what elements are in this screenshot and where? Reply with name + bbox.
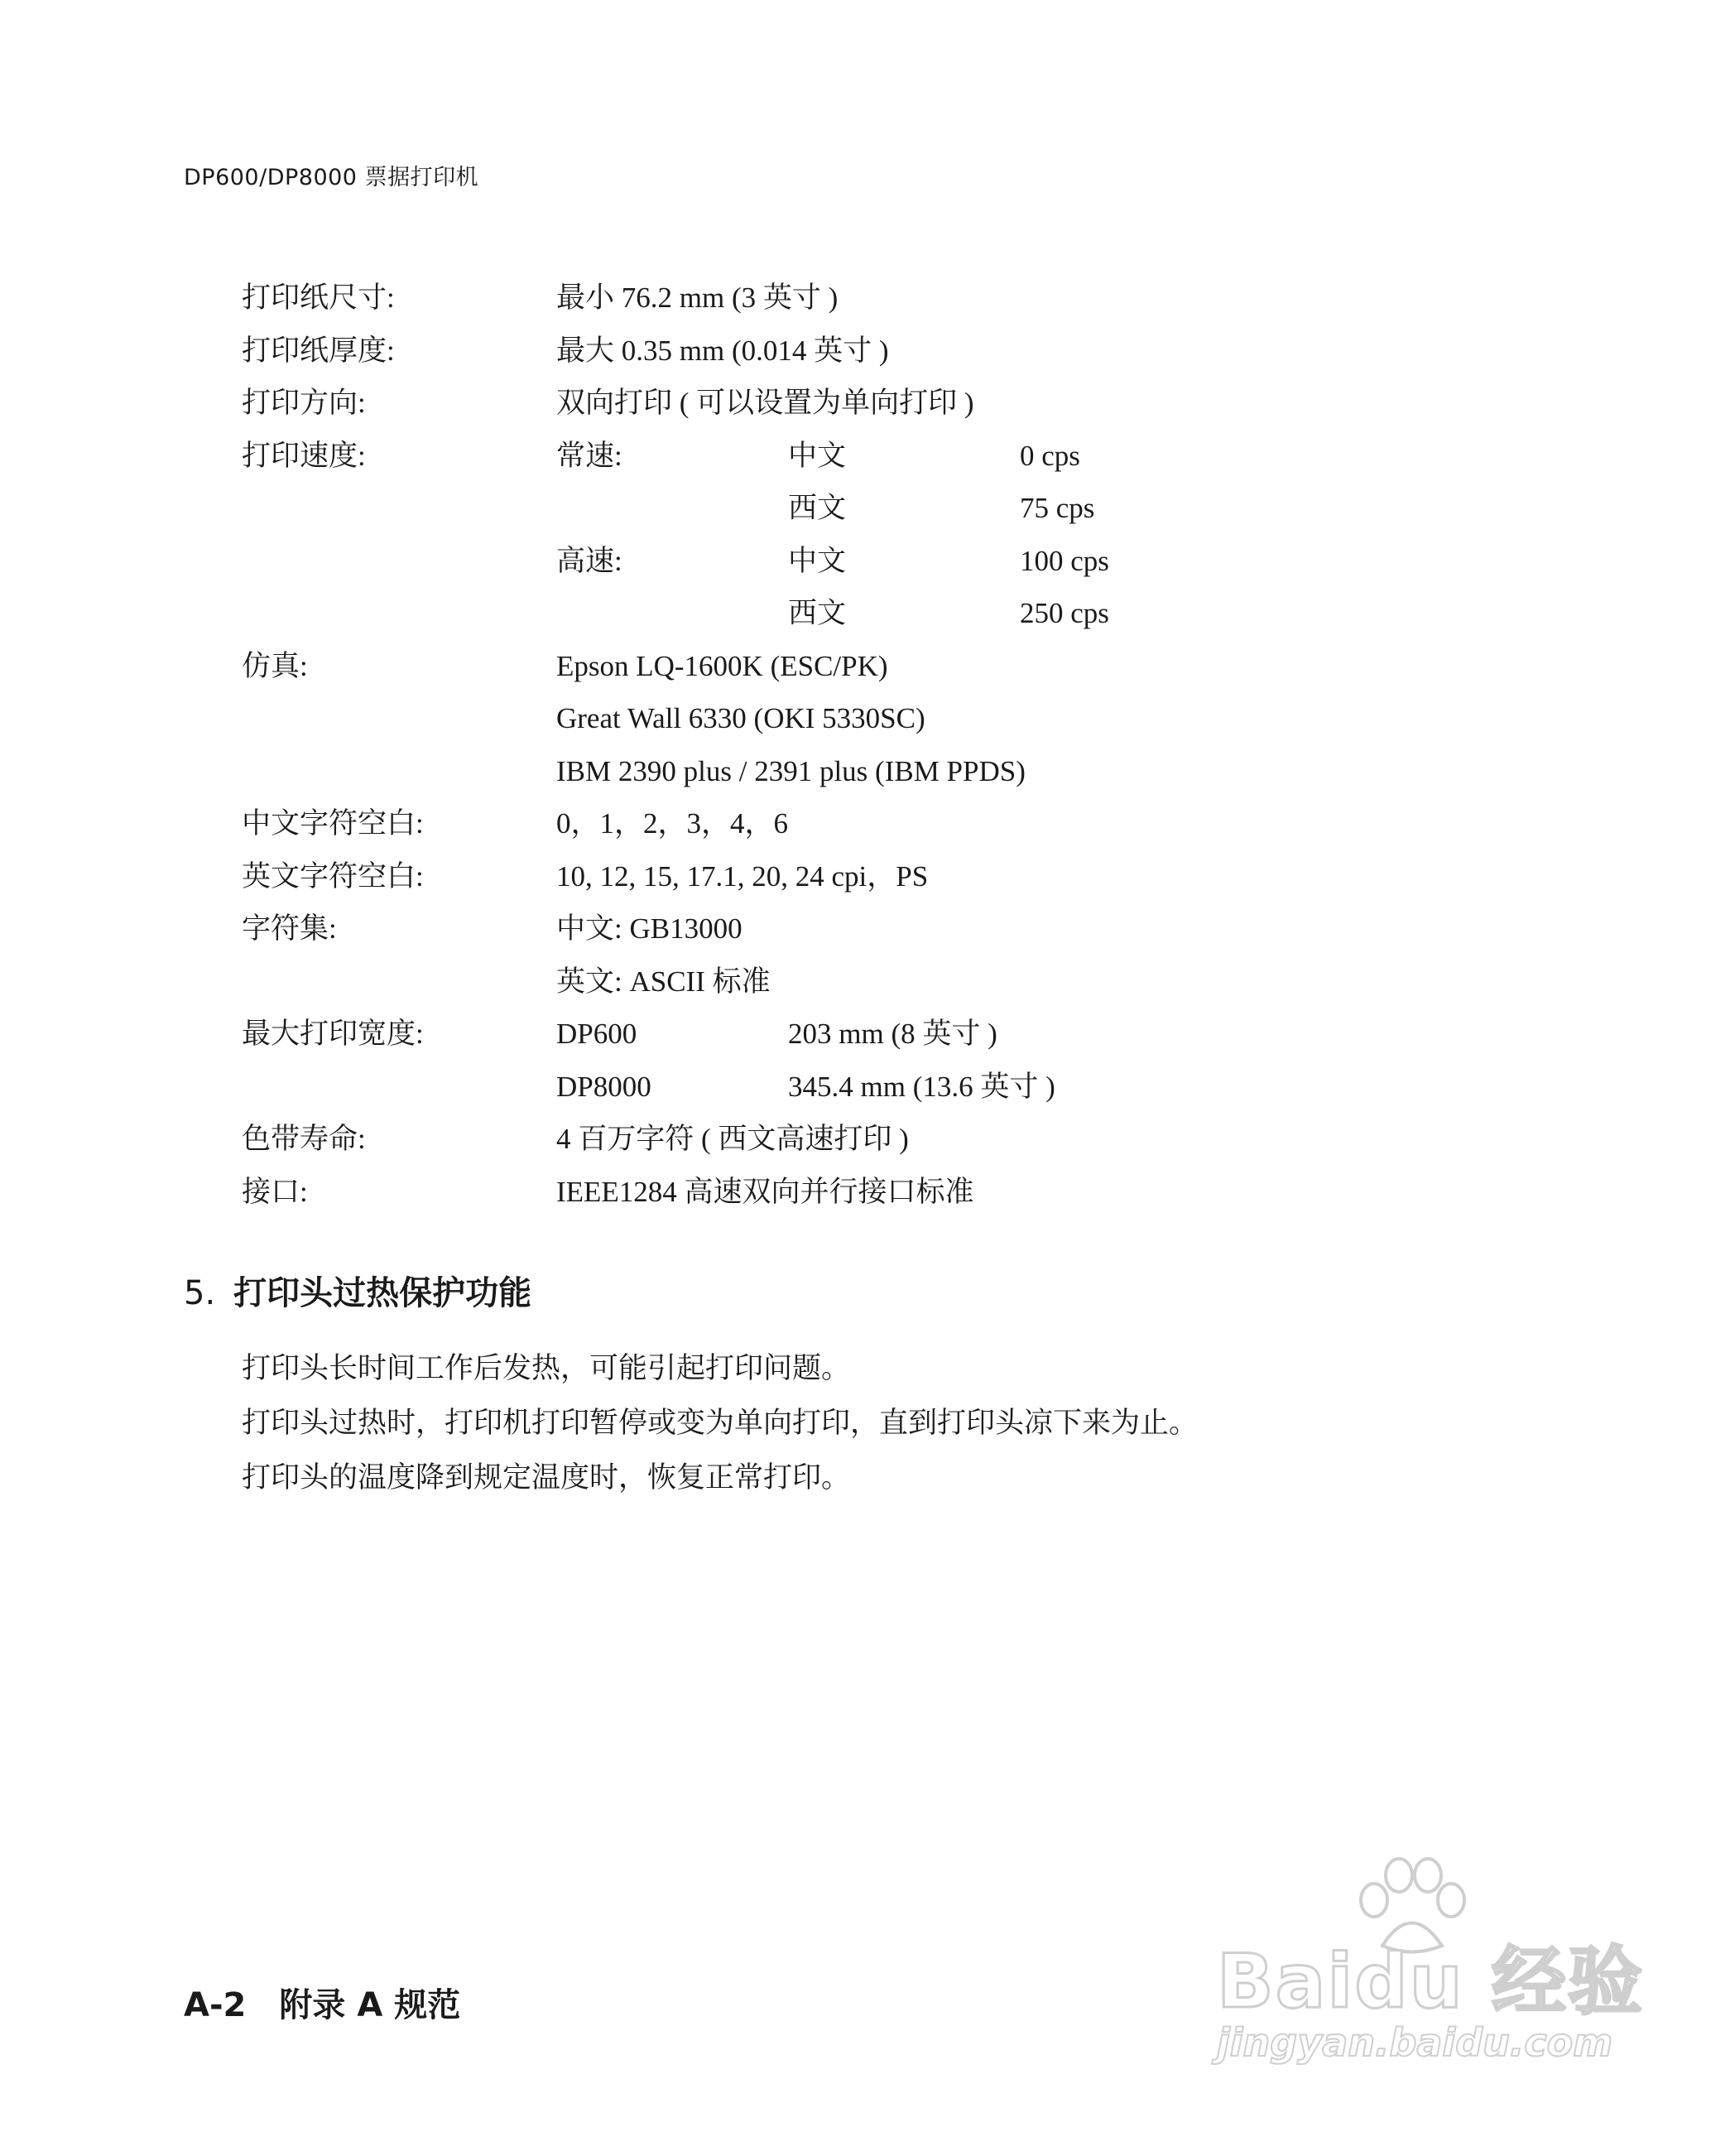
spec-value: 英文: ASCII 标准	[556, 965, 771, 998]
spec-lang: 中文	[788, 439, 847, 472]
spec-table	[242, 272, 1483, 1218]
spec-row	[242, 1008, 1483, 1061]
section-title: 打印头过热保护功能	[233, 1274, 532, 1312]
spec-row	[242, 587, 1483, 640]
page-number: A-2	[184, 1986, 247, 2024]
spec-width: 345.4 mm (13.6 英寸 )	[788, 1070, 1055, 1103]
watermark-url: jingyan.baidu.com	[1217, 2020, 1613, 2065]
spec-value: 最大 0.35 mm (0.014 英寸 )	[556, 334, 889, 367]
spec-value: IEEE1284 高速双向并行接口标准	[556, 1175, 974, 1208]
spec-row	[242, 640, 1483, 693]
spec-value: 10, 12, 15, 17.1, 20, 24 cpi，PS	[556, 859, 929, 893]
spec-value: 4 百万字符 ( 西文高速打印 )	[556, 1123, 909, 1155]
spec-value: IBM 2390 plus / 2391 plus (IBM PPDS)	[556, 754, 1026, 787]
spec-row	[242, 745, 1483, 798]
spec-speed: 0 cps	[1020, 439, 1080, 472]
spec-label: 字符集:	[242, 912, 337, 945]
spec-value: 0，1，2，3，4，6	[556, 807, 789, 840]
watermark-brand: Baidu 经验	[1217, 1938, 1645, 2025]
spec-row	[242, 1166, 1483, 1219]
spec-mode: 高速:	[556, 544, 622, 577]
spec-row	[242, 1113, 1483, 1166]
paragraph: 打印头长时间工作后发热，可能引起打印问题。	[242, 1352, 851, 1384]
spec-label: 打印方向:	[242, 387, 366, 419]
spec-row	[242, 325, 1483, 378]
spec-label: 色带寿命:	[242, 1123, 366, 1155]
footer-title: 附录 A 规范	[279, 1986, 461, 2024]
spec-label: 打印纸尺寸:	[242, 282, 395, 314]
spec-label: 打印速度:	[242, 439, 366, 472]
spec-value: 中文: GB13000	[556, 912, 743, 945]
section-body	[242, 1341, 1198, 1505]
spec-row	[242, 955, 1483, 1008]
spec-lang: 西文	[788, 597, 847, 629]
spec-lang: 西文	[788, 492, 847, 524]
spec-model: DP8000	[556, 1070, 651, 1103]
paragraph: 打印头过热时，打印机打印暂停或变为单向打印，直到打印头凉下来为止。	[242, 1407, 1199, 1439]
spec-label: 接口:	[242, 1175, 308, 1208]
spec-row	[242, 482, 1483, 535]
spec-row	[242, 535, 1483, 588]
spec-row	[242, 692, 1483, 745]
spec-label: 打印纸厚度:	[242, 334, 395, 367]
spec-model: DP600	[556, 1018, 637, 1050]
spec-lang: 中文	[788, 544, 847, 577]
spec-label: 最大打印宽度:	[242, 1018, 424, 1050]
page-footer	[184, 1979, 460, 2026]
spec-label: 英文字符空白:	[242, 859, 424, 893]
baidu-watermark	[1217, 1855, 1647, 2070]
spec-speed: 75 cps	[1020, 492, 1095, 524]
paragraph: 打印头的温度降到规定温度时，恢复正常打印。	[242, 1461, 851, 1494]
spec-row	[242, 1061, 1483, 1114]
spec-row	[242, 850, 1483, 903]
spec-value: 最小 76.2 mm (3 英寸 )	[556, 282, 839, 314]
spec-speed: 250 cps	[1020, 597, 1109, 629]
spec-row	[242, 797, 1483, 850]
spec-value: Epson LQ-1600K (ESC/PK)	[556, 649, 888, 682]
section-number: 5.	[184, 1274, 216, 1312]
spec-value: 双向打印 ( 可以设置为单向打印 )	[556, 387, 974, 419]
spec-value: Great Wall 6330 (OKI 5330SC)	[556, 702, 925, 734]
spec-row	[242, 902, 1483, 955]
spec-row	[242, 430, 1483, 483]
spec-row	[242, 377, 1483, 430]
spec-row	[242, 272, 1483, 325]
spec-label: 中文字符空白:	[242, 807, 424, 840]
spec-width: 203 mm (8 英寸 )	[788, 1018, 997, 1050]
running-header: DP600/DP8000 票据打印机	[184, 165, 479, 190]
spec-speed: 100 cps	[1020, 544, 1109, 577]
spec-label: 仿真:	[242, 649, 308, 682]
spec-mode: 常速:	[556, 439, 622, 472]
section-heading	[184, 1267, 531, 1314]
